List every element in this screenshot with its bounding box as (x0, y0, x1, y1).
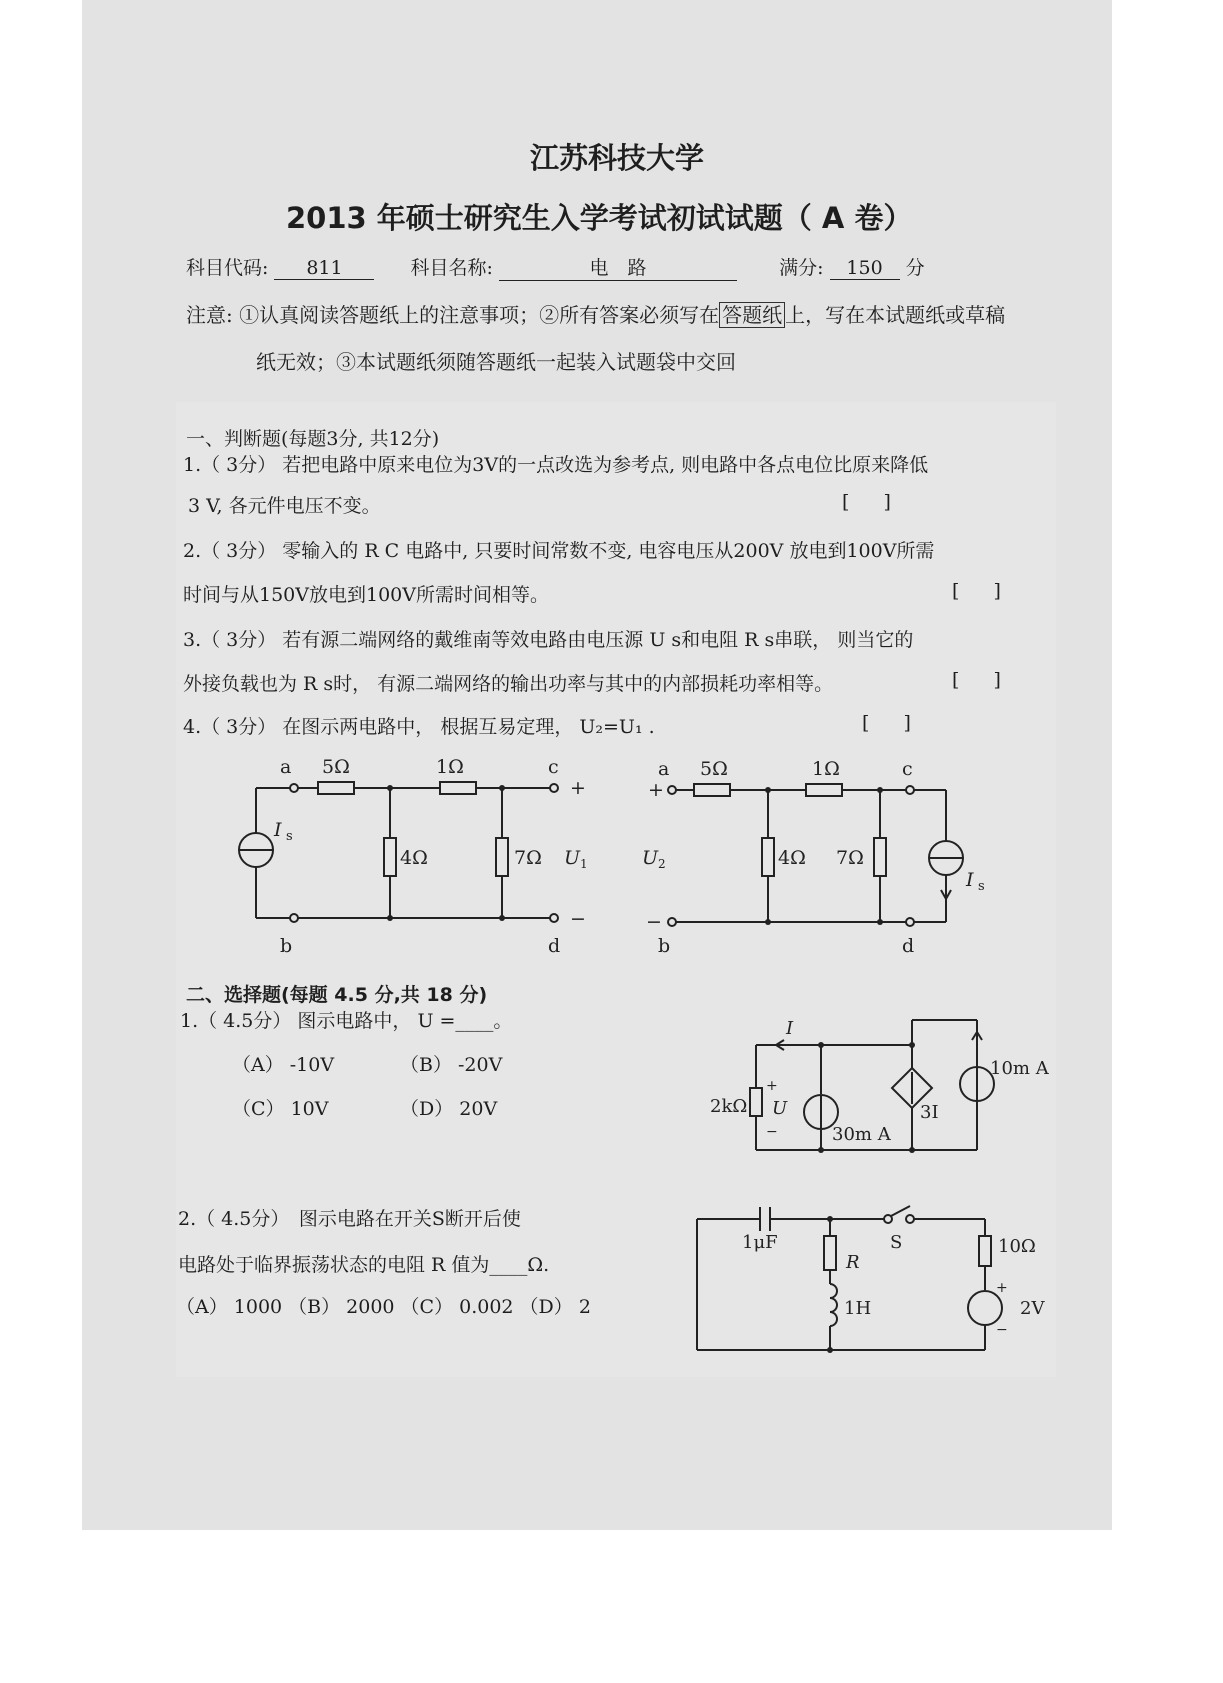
s2-q1-option-a: （A） -10V (232, 1054, 335, 1076)
subject-name-value: 电 路 (499, 253, 737, 281)
circuit2-minus: − (646, 911, 662, 933)
circuit2-label-a: a (658, 758, 670, 780)
circuit4-plus: + (996, 1280, 1008, 1296)
circuit2-label-7ohm: 7Ω (836, 847, 864, 869)
circuit1-terminal-b (290, 914, 298, 922)
circuit2-label-b: b (658, 935, 671, 957)
s1-q1-answer-bracket: [ ] (842, 491, 905, 513)
s1-q4-line1: 4.（ 3分） 在图示两电路中， 根据互易定理， U₂=U₁ . (183, 716, 655, 738)
circuit1-label-Is: I (274, 819, 282, 841)
circuit4-label-1uF: 1μF (742, 1232, 778, 1253)
circuit4-label-1H: 1H (844, 1298, 872, 1319)
circuit3-label-3I: 3I (920, 1102, 939, 1123)
s1-q2-line1: 2.（ 3分） 零输入的 R C 电路中, 只要时间常数不变, 电容电压从200V 放电到100V所需 (183, 540, 935, 562)
circuit2-resistor-5ohm (694, 784, 730, 796)
circuit3-label-10mA: 10m A (990, 1058, 1049, 1079)
subject-code-value: 811 (274, 257, 374, 280)
circuit1-label-b: b (280, 935, 293, 957)
circuit4-capacitor-1uF (760, 1207, 770, 1231)
circuit4-wiring (697, 1219, 985, 1350)
circuit2-wiring (676, 790, 946, 922)
circuit1-label-d: d (548, 935, 561, 957)
notice-line-2: 纸无效；③本试题纸须随答题纸一起装入试题袋中交回 (256, 350, 736, 374)
section2-heading: 二、选择题(每题 4.5 分,共 18 分) (186, 984, 488, 1006)
s1-q3-answer-bracket: [ ] (952, 669, 1015, 691)
s1-q3-line2: 外接负载也为 R s时， 有源二端网络的输出功率与其中的内部损耗功率相等。 (183, 673, 834, 695)
notice-label: 注意: (186, 303, 233, 327)
circuit1-terminal-a (290, 784, 298, 792)
s1-q1-line1: 1.（ 3分） 若把电路中原来电位为3V的一点改选为参考点, 则电路中各点电位比原来降低 (183, 454, 929, 476)
s1-q2-line2: 时间与从150V放电到100V所需时间相等。 (183, 584, 549, 606)
circuit2-label-5ohm: 5Ω (700, 758, 728, 780)
circuit1-resistor-7ohm (496, 838, 508, 876)
circuit4-voltage-source-2V (968, 1291, 1002, 1325)
s2-q2-line1: 2.（ 4.5分） 图示电路在开关S断开后使 (178, 1208, 521, 1230)
circuit2-label-Is: I (966, 869, 974, 891)
circuit2-label-Is-sub: s (978, 879, 985, 894)
section1-heading: 一、判断题(每题3分, 共12分) (186, 428, 440, 450)
s2-q2-line2: 电路处于临界振荡状态的电阻 R 值为____Ω. (178, 1254, 550, 1276)
subject-name-label: 科目名称: (410, 257, 493, 279)
full-score-unit: 分 (905, 257, 925, 279)
notice-text-1a: ①认真阅读答题纸上的注意事项；②所有答案必须写在 (239, 303, 720, 327)
s2-q1-text: 1.（ 4.5分） 图示电路中， U =____。 (180, 1010, 513, 1032)
circuit4-switch-S (884, 1206, 914, 1223)
circuit2-label-U-sub: 2 (658, 857, 666, 871)
circuit4-label-R: R (846, 1252, 860, 1273)
circuit1-label-Is-sub: s (286, 829, 293, 844)
circuit4-label-S: S (890, 1232, 903, 1253)
s1-q4-answer-bracket: [ ] (862, 712, 925, 734)
circuit4-resistor-10ohm (979, 1236, 991, 1266)
circuit1-plus: + (570, 777, 586, 799)
circuit3-label-30mA: 30m A (832, 1124, 891, 1145)
circuit3-minus: − (766, 1124, 778, 1140)
circuit2-plus: + (648, 779, 664, 801)
circuit2-resistor-4ohm (762, 838, 774, 876)
circuit2-terminal-c (906, 786, 914, 794)
circuit3-plus: + (766, 1078, 778, 1094)
exam-title: 2013 年硕士研究生入学考试初试试题（ A 卷） (286, 201, 913, 235)
circuit1-label-U-sub: 1 (580, 857, 588, 871)
university-name: 江苏科技大学 (530, 141, 705, 175)
circuit1-label-a: a (280, 756, 292, 778)
notice-text-1b: 上，写在本试题纸或草稿 (785, 303, 1006, 327)
circuit1-label-5ohm: 5Ω (322, 756, 350, 778)
circuit2-label-1ohm: 1Ω (812, 758, 840, 780)
circuit1-terminal-d (550, 914, 558, 922)
circuit2-label-U: U (642, 847, 659, 869)
s2-q1-option-d: （D） 20V (400, 1098, 498, 1120)
circuit3-resistor-2k (750, 1088, 762, 1116)
circuit1-label-U: U (564, 847, 581, 869)
circuit1-label-4ohm: 4Ω (400, 847, 428, 869)
s2-q1-option-b: （B） -20V (400, 1054, 503, 1076)
s1-q2-answer-bracket: [ ] (952, 580, 1015, 602)
circuit1-minus: − (570, 908, 586, 930)
circuit1-resistor-5ohm (318, 782, 354, 794)
circuit2-label-d: d (902, 935, 915, 957)
circuit4-label-10ohm: 10Ω (998, 1236, 1036, 1257)
circuit1-resistor-1ohm (440, 782, 476, 794)
s2-q1-option-c: （C） 10V (232, 1098, 329, 1120)
circuit2-resistor-7ohm (874, 838, 886, 876)
circuit4-resistor-R (824, 1236, 836, 1270)
circuit3-label-I: I (786, 1018, 794, 1039)
circuit1-terminal-c (550, 784, 558, 792)
circuit2-label-4ohm: 4Ω (778, 847, 806, 869)
circuit4-label-2V: 2V (1020, 1298, 1045, 1319)
circuit2-terminal-d (906, 918, 914, 926)
s2-q2-options: （A） 1000 （B） 2000 （C） 0.002 （D） 2 (176, 1296, 591, 1318)
circuit2-label-c: c (902, 758, 913, 780)
circuit3-label-2kohm: 2kΩ (710, 1096, 748, 1117)
circuit1-label-1ohm: 1Ω (436, 756, 464, 778)
s1-q1-line2: 3 V, 各元件电压不变。 (188, 495, 381, 517)
circuit1-label-c: c (548, 756, 559, 778)
circuit1-label-7ohm: 7Ω (514, 847, 542, 869)
circuit1-resistor-4ohm (384, 838, 396, 876)
circuit2-terminal-a (668, 786, 676, 794)
circuit4-inductor-1H (830, 1284, 837, 1326)
circuit2-terminal-b (668, 918, 676, 926)
notice-boxed-word: 答题纸 (719, 302, 785, 328)
s1-q3-line1: 3.（ 3分） 若有源二端网络的戴维南等效电路由电压源 U s和电阻 R s串联， 则当它的 (183, 629, 914, 651)
full-score-label: 满分: (779, 257, 824, 279)
full-score-value: 150 (830, 257, 900, 280)
circuit4-minus: − (996, 1322, 1008, 1338)
subject-code-label: 科目代码: (186, 257, 269, 279)
circuit2-resistor-1ohm (806, 784, 842, 796)
circuit3-label-U: U (772, 1098, 788, 1119)
